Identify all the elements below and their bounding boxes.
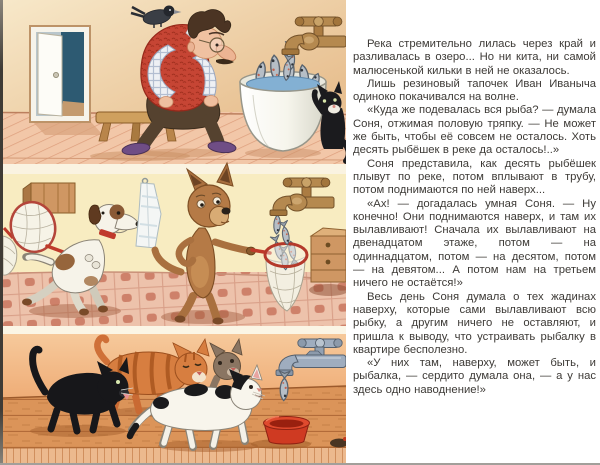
illustration	[3, 0, 346, 463]
story-paragraph: Река стремительно лилась через край и разливалась в озеро... Но ни кита, ни самой малюсенькой кильки в ней не оказалось.	[353, 38, 596, 77]
story-paragraph: Соня представила, как десять рыбёшек плывут по реке, потом вплывают в трубу, потом поднимаются по ней наверх...	[353, 157, 596, 197]
story-paragraph: «Ах! — догадалась умная Соня. — Ну конечно! Они поднимаются наверх, и там их вылавливают! Сначала их вылавливают на двенадцатом этаже, потом — на одиннадцатом, потом — на десятом, потом — на девятом... А потом нам на третьем ничего не остаётся!»	[353, 197, 596, 290]
story-paragraph: «У них там, наверху, может быть, и рыбалка, — сердито думала она, — а у нас здесь одно наводнение!»	[353, 357, 596, 396]
story-paragraph: «Куда же подевалась вся рыба? — думала Соня, отжимая половую тряпку. — Не может же быть, чтобы её совсем не осталось. Хоть десять рыбёшек в реке да осталось!..»	[353, 104, 596, 157]
door-knob	[53, 72, 58, 77]
panel-top	[3, 0, 346, 174]
panel-bottom	[3, 334, 346, 463]
story-text	[353, 38, 596, 397]
story-paragraph: Весь день Соня думала о тех жадинах наверху, которые сами вылавливают всю рыбку, а другим ничего не оставляют, и пришла к выводу, что устраивать рыбалку в квартире бесполезно.	[353, 290, 596, 356]
story-paragraph: Лишь резиновый тапочек Иван Иваныча одиноко покачивался на волне.	[353, 77, 596, 104]
panel-middle	[3, 163, 346, 334]
